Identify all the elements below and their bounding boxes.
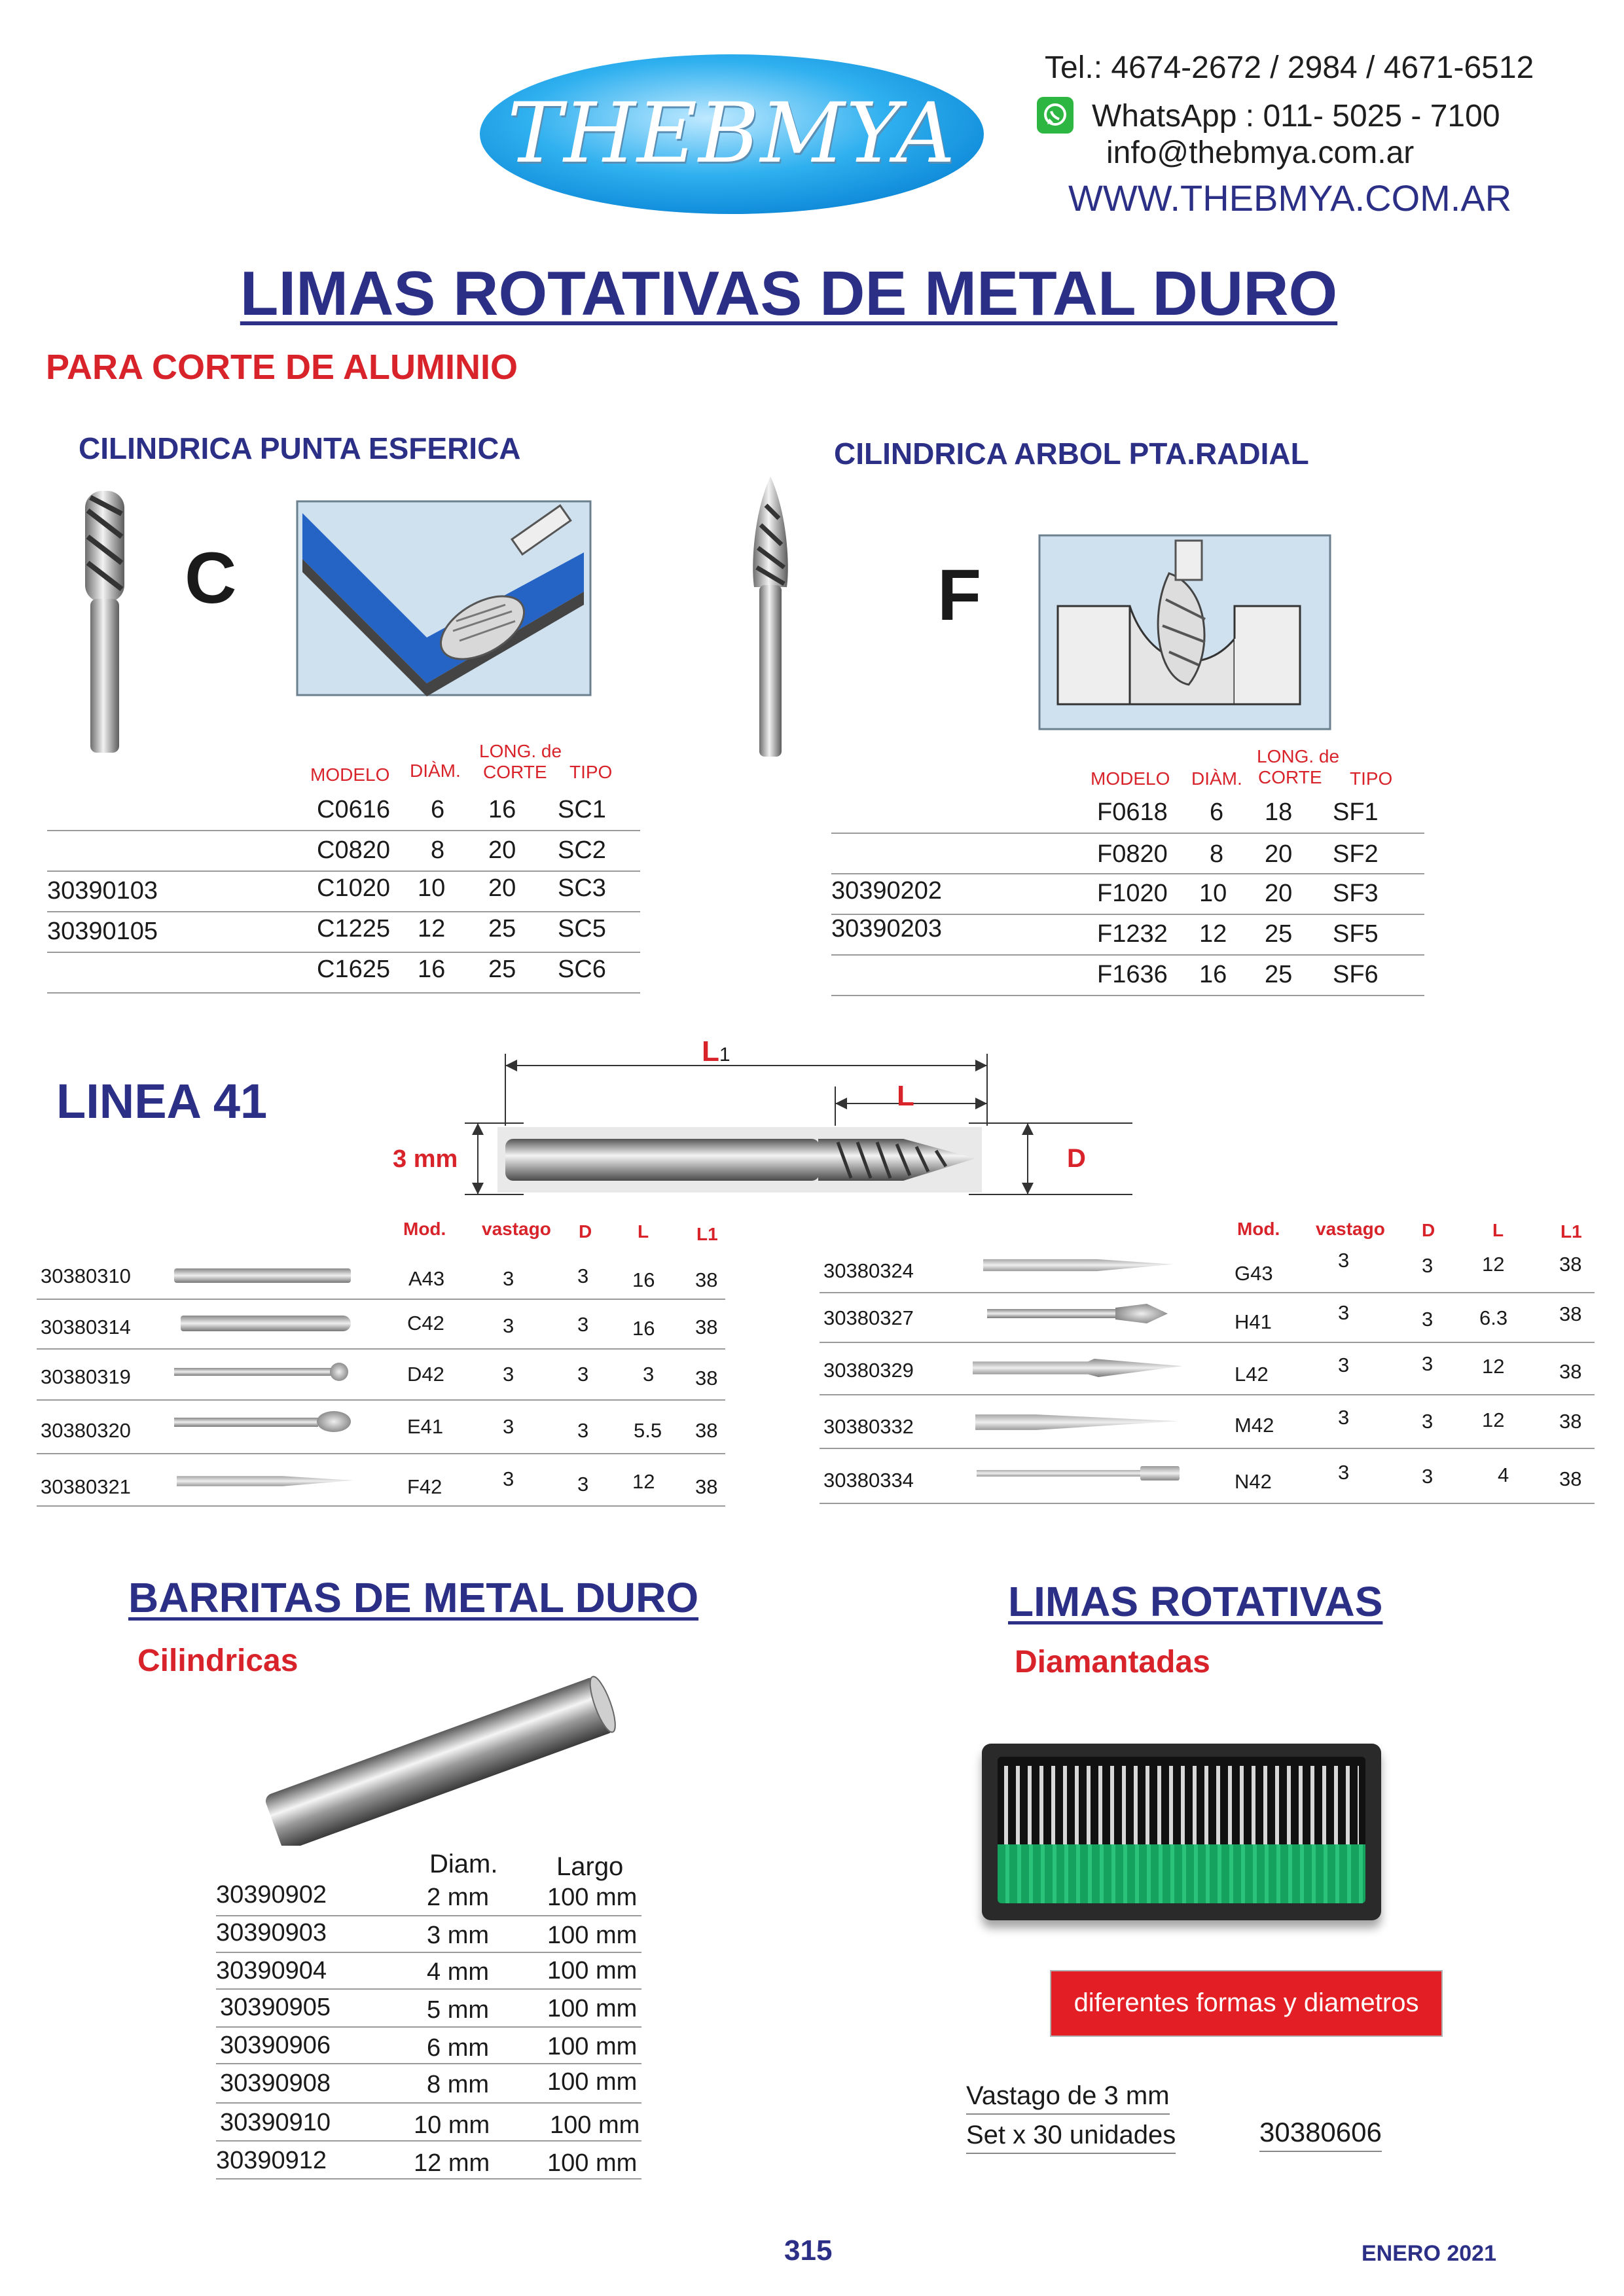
table-row: 30390903 3 mm 100 mm (216, 1915, 641, 1953)
table-row: 30390904 4 mm 100 mm (216, 1952, 641, 1990)
f-head-diam: DIÀM. (1191, 768, 1242, 789)
l41-left-head-vastago: vastago (482, 1219, 551, 1239)
section-f-letter: F (937, 555, 982, 636)
tray-inner (998, 1757, 1365, 1903)
tool-thumb (174, 1368, 331, 1376)
dim-d-label: D (1067, 1144, 1086, 1173)
table-row: 30380324 G43 3 3 12 38 (820, 1242, 1595, 1293)
tool-thumb (983, 1257, 1173, 1274)
website-link[interactable]: WWW.THEBMYA.COM.AR (1068, 177, 1512, 219)
page-number: 315 (784, 2234, 833, 2267)
c-head-diam: DIÀM. (410, 761, 461, 781)
tool-thumb (177, 1474, 353, 1488)
l41-left-head-l: L (638, 1221, 649, 1242)
l41-right-head-mod: Mod. (1237, 1219, 1280, 1239)
set-text: Set x 30 unidades (966, 2121, 1176, 2154)
table-row: F0820 8 20 SF2 (831, 833, 1424, 874)
table-row: 30380320 E41 3 3 5.5 38 (37, 1399, 725, 1454)
table-row: F1636 16 25 SF6 (831, 954, 1424, 996)
barritas-subtitle: Cilindricas (137, 1643, 298, 1678)
tool-thumb (987, 1309, 1118, 1318)
logo (477, 51, 987, 218)
c-head-long2: CORTE (483, 762, 547, 782)
diamantadas-subtitle: Diamantadas (1015, 1645, 1210, 1679)
tool-thumb-head (330, 1363, 348, 1381)
tool-thumb (181, 1316, 351, 1331)
section-c-letter: C (185, 538, 237, 619)
c-head-modelo: MODELO (310, 764, 390, 785)
tray-pins (1004, 1766, 1359, 1844)
logo-text: THEBMYA (507, 85, 956, 181)
burr-f-image (741, 473, 800, 764)
table-row: F0618 6 18 SF1 (831, 792, 1424, 834)
barritas-head-diam: Diam. (429, 1850, 498, 1878)
table-row: 30390906 6 mm 100 mm (216, 2026, 641, 2064)
l41-left-head-mod: Mod. (403, 1219, 446, 1239)
section-f-title: CILINDRICA ARBOL PTA.RADIAL (834, 437, 1309, 471)
phone-text: Tel.: 4674-2672 / 2984 / 4671-6512 (1045, 50, 1534, 85)
table-row: 30390103 C1020 10 20 SC3 (47, 870, 640, 912)
l41-left-head-l1: L1 (696, 1224, 718, 1244)
table-row: 30380310 A43 3 3 16 38 (37, 1249, 725, 1300)
page-date: ENERO 2021 (1362, 2241, 1496, 2266)
burr-c-image (72, 484, 137, 762)
f-head-long2: CORTE (1258, 767, 1322, 787)
dim-l-label: L (897, 1080, 914, 1112)
dim-shank-label: 3 mm (393, 1145, 458, 1173)
whatsapp-icon (1037, 97, 1074, 134)
tool-thumb (973, 1359, 1182, 1377)
c-head-tipo: TIPO (569, 762, 613, 782)
diamantadas-title: LIMAS ROTATIVAS (1008, 1578, 1383, 1625)
table-row: 30380332 M42 3 3 12 38 (820, 1394, 1595, 1449)
c-head-long1: LONG. de (479, 741, 562, 761)
tool-thumb-head (1140, 1466, 1180, 1480)
table-row: 30380321 F42 3 3 12 38 (37, 1453, 725, 1507)
f-head-tipo: TIPO (1350, 768, 1393, 789)
table-row: 30390908 8 mm 100 mm (216, 2063, 641, 2104)
diamantadas-badge: diferentes formas y diametros (1050, 1970, 1443, 2037)
whatsapp-text: WhatsApp : 011- 5025 - 7100 (1092, 99, 1500, 134)
linea41-title: LINEA 41 (56, 1074, 268, 1128)
carbide-rod-image (255, 1676, 622, 1849)
tray-foam (998, 1844, 1365, 1903)
diamond-burr-set-image (982, 1744, 1381, 1920)
f-head-modelo: MODELO (1091, 768, 1170, 789)
table-row: 30390910 10 mm 100 mm (216, 2102, 641, 2142)
table-row: 30390902 2 mm 100 mm (216, 1878, 641, 1916)
dim-l1-label: L1 (702, 1035, 731, 1067)
table-row: 30380314 C42 3 3 16 38 (37, 1299, 725, 1350)
table-row: 30380329 L42 3 3 12 38 (820, 1342, 1595, 1395)
section-f-illustration (1038, 534, 1331, 734)
tool-thumb (977, 1470, 1140, 1477)
table-row: 30390202 F1020 10 20 SF3 (831, 873, 1424, 915)
table-row: C0616 6 16 SC1 (47, 789, 640, 831)
l41-right-head-l: L (1492, 1220, 1504, 1240)
l41-right-head-l1: L1 (1561, 1221, 1582, 1242)
page-title: LIMAS ROTATIVAS DE METAL DURO (240, 259, 1338, 329)
l41-right-head-d: D (1422, 1220, 1435, 1240)
table-row: 30390203 F1232 12 25 SF5 (831, 914, 1424, 956)
table-row: C0820 8 20 SC2 (47, 830, 640, 872)
tool-thumb (174, 1268, 351, 1283)
linea41-diagram (393, 1034, 1139, 1224)
table-row: 30390105 C1225 12 25 SC5 (47, 911, 640, 953)
table-row: 30390905 5 mm 100 mm (216, 1988, 641, 2028)
table-row: 30380327 H41 3 3 6.3 38 (820, 1292, 1595, 1343)
f-head-long1: LONG. de (1257, 746, 1340, 766)
vastago-text: Vastago de 3 mm (966, 2081, 1170, 2115)
section-c-illustration (296, 500, 592, 700)
tool-thumb-head (1115, 1304, 1168, 1323)
page-subtitle: PARA CORTE DE ALUMINIO (46, 348, 518, 387)
barritas-head-largo: Largo (556, 1852, 624, 1881)
tool-thumb-head (317, 1411, 351, 1432)
section-c-title: CILINDRICA PUNTA ESFERICA (79, 431, 521, 465)
tool-thumb (975, 1411, 1178, 1433)
l41-left-head-d: D (579, 1221, 592, 1242)
table-row: 30390912 12 mm 100 mm (216, 2140, 641, 2179)
dimension-lines (393, 1034, 1139, 1224)
tool-thumb (174, 1418, 318, 1427)
table-row: C1625 16 25 SC6 (47, 952, 640, 994)
email-text[interactable]: info@thebmya.com.ar (1106, 135, 1415, 170)
table-row: 30380319 D42 3 3 3 38 (37, 1348, 725, 1401)
set-code: 30380606 (1259, 2117, 1382, 2152)
table-row: 30380334 N42 3 3 4 38 (820, 1448, 1595, 1504)
l41-right-head-vastago: vastago (1316, 1219, 1385, 1239)
barritas-title: BARRITAS DE METAL DURO (128, 1574, 699, 1621)
